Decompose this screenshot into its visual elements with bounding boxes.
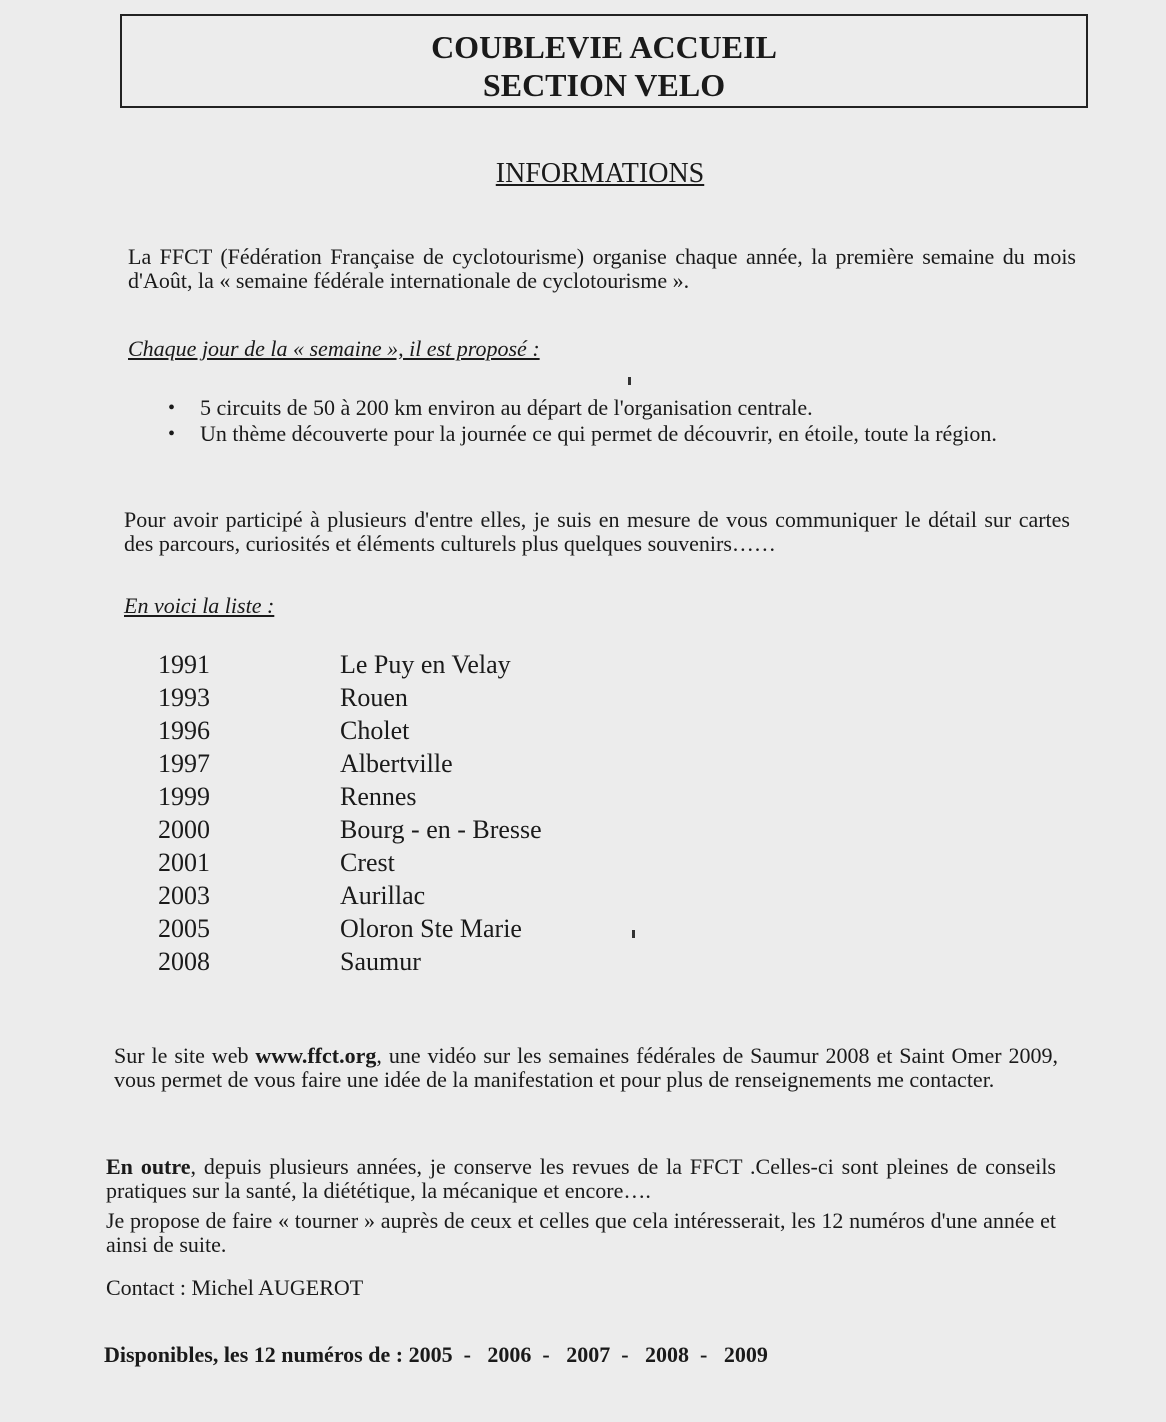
list-item <box>150 716 650 749</box>
edition-city: Bourg - en - Bresse <box>340 815 542 844</box>
intro-paragraph: La FFCT (Fédération Française de cyclotourisme) organise chaque année, la première semaine du mois d'Août, la « semaine fédérale internationale de cyclotourisme ». <box>128 244 1076 293</box>
title-line-2: SECTION VELO <box>482 67 726 103</box>
edition-city: Albertville <box>340 749 453 778</box>
edition-city: Rennes <box>340 782 417 811</box>
edition-year: 1999 <box>158 782 210 811</box>
editions-list <box>150 650 650 980</box>
edition-year: 1991 <box>158 650 210 679</box>
edition-year: 1993 <box>158 683 210 712</box>
edition-year: 2008 <box>158 947 210 976</box>
outre-bold: En outre <box>106 1154 191 1179</box>
edition-year: 2003 <box>158 881 210 910</box>
list-item <box>150 650 650 683</box>
revues-paragraph <box>106 1155 1056 1203</box>
list-item <box>150 815 650 848</box>
scan-speck <box>632 930 635 938</box>
bullet-text: 5 circuits de 50 à 200 km environ au départ de l'organisation centrale. <box>200 395 813 420</box>
bullet-icon: • <box>168 397 176 419</box>
edition-year: 2001 <box>158 848 210 877</box>
list-lead: En voici la liste : <box>124 593 275 618</box>
available-issues: Disponibles, les 12 numéros de : 2005 - 2006 - 2007 - 2008 - 2009 <box>104 1342 768 1367</box>
edition-year: 1996 <box>158 716 210 745</box>
website-text-before: Sur le site web <box>114 1043 256 1068</box>
title-line-1: COUBLEVIE ACCUEIL <box>431 29 777 65</box>
edition-city: Cholet <box>340 716 410 745</box>
list-item <box>150 881 650 914</box>
edition-year: 2005 <box>158 914 210 943</box>
website-paragraph <box>114 1044 1058 1092</box>
website-text-after: , une vidéo sur les semaines fédérales de Saumur 2008 et Saint Omer 2009, vous permet de vous faire une idée de la manifestation et pour plus de renseignements me contacter. <box>114 1043 1058 1092</box>
edition-city: Le Puy en Velay <box>340 650 511 679</box>
bullet-list <box>162 396 1074 448</box>
edition-year: 2000 <box>158 815 210 844</box>
bullet-item <box>162 396 1074 420</box>
list-item <box>150 848 650 881</box>
edition-year: 1997 <box>158 749 210 778</box>
outre-text: , depuis plusieurs années, je conserve les revues de la FFCT .Celles-ci sont pleines de conseils pratiques sur la santé, la diététique, la mécanique et encore…. <box>106 1154 1056 1203</box>
section-heading: INFORMATIONS <box>495 158 705 189</box>
edition-city: Rouen <box>340 683 408 712</box>
edition-city: Saumur <box>340 947 421 976</box>
bullet-text: Un thème découverte pour la journée ce qui permet de découvrir, en étoile, toute la région. <box>200 421 997 446</box>
edition-city: Aurillac <box>340 881 426 910</box>
list-item <box>150 683 650 716</box>
title-box <box>120 14 1088 108</box>
list-item <box>150 947 650 980</box>
bullet-icon: • <box>168 423 176 445</box>
participation-paragraph: Pour avoir participé à plusieurs d'entre elles, je suis en mesure de vous communiquer le détail sur cartes des parcours, curiosités et éléments culturels plus quelques souvenirs…… <box>124 507 1070 556</box>
website-link: www.ffct.org <box>255 1043 377 1068</box>
proposal-paragraph: Je propose de faire « tourner » auprès de ceux et celles que cela intéresserait, les 12 numéros d'une année et ainsi de suite. <box>106 1208 1056 1257</box>
week-lead: Chaque jour de la « semaine », il est proposé : <box>128 336 540 361</box>
list-item <box>150 749 650 782</box>
contact-line: Contact : Michel AUGEROT <box>106 1275 364 1300</box>
edition-city: Oloron Ste Marie <box>340 914 522 943</box>
list-item <box>150 782 650 815</box>
edition-city: Crest <box>340 848 395 877</box>
list-item <box>150 914 650 947</box>
scan-speck <box>628 377 631 385</box>
bullet-item <box>162 422 1074 446</box>
